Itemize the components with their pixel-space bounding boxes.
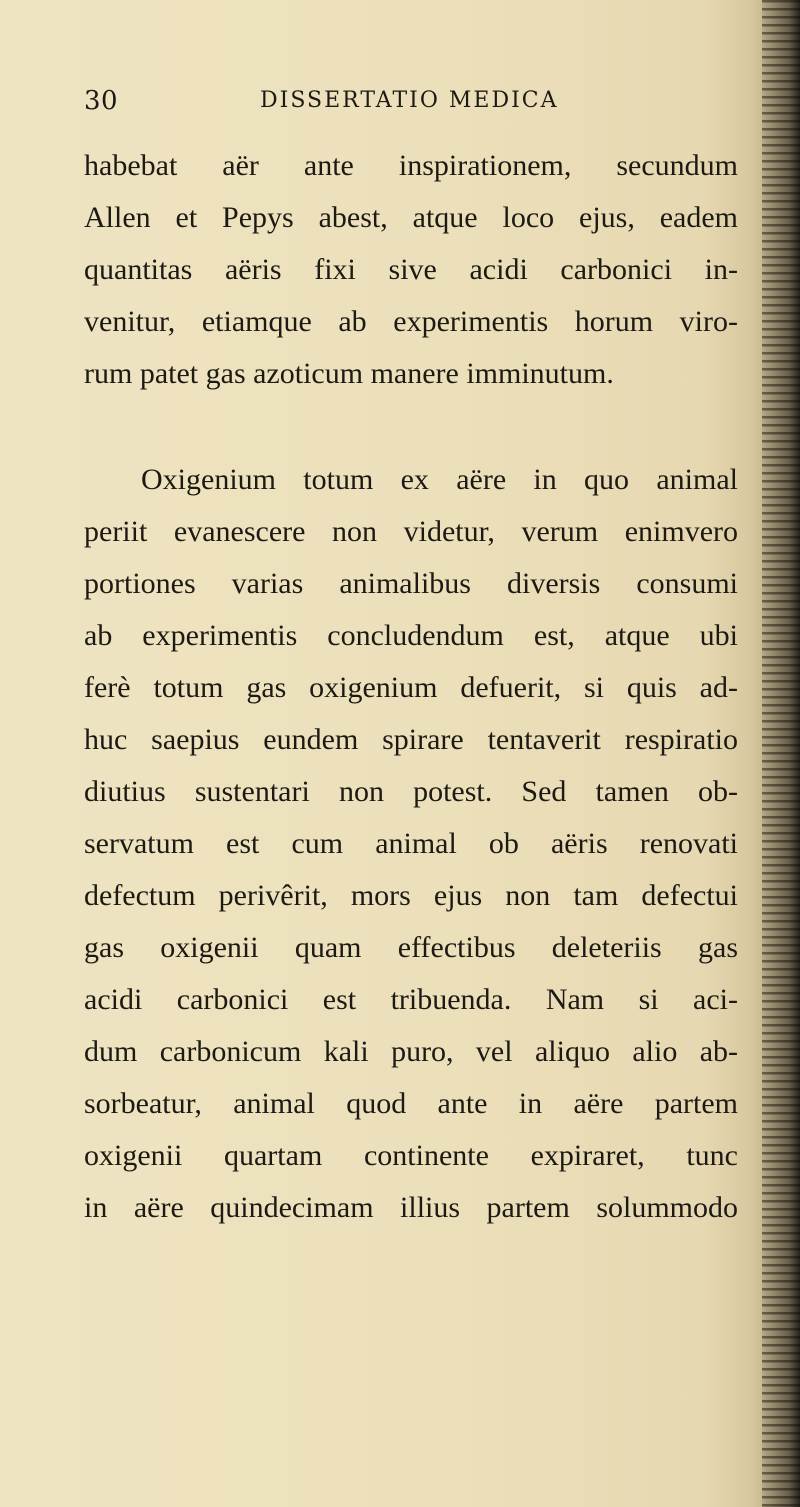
text-line: in aëre quindecimam illius partem solummodo <box>84 1191 738 1224</box>
page-number: 30 <box>84 86 119 116</box>
text-line: ab experimentis concludendum est, atque ubi <box>84 619 738 652</box>
text-line: gas oxigenii quam effectibus deleteriis gas <box>84 931 738 964</box>
text-line: diutius sustentari non potest. Sed tamen ob- <box>84 775 738 808</box>
text-line: portiones varias animalibus diversis consumi <box>84 567 738 600</box>
body-text <box>84 140 738 1234</box>
text-line: defectum perivêrit, mors ejus non tam defectui <box>84 879 738 912</box>
text-line: ferè totum gas oxigenium defuerit, si quis ad- <box>84 671 738 704</box>
text-line: quantitas aëris fixi sive acidi carbonici in- <box>84 253 738 286</box>
header-title: DISSERTATIO MEDICA <box>260 88 559 113</box>
running-head <box>84 86 646 128</box>
text-line: habebat aër ante inspirationem, secundum <box>84 149 738 182</box>
text-line: periit evanescere non videtur, verum enimvero <box>84 515 738 548</box>
text-line: oxigenii quartam continente expiraret, tunc <box>84 1139 738 1172</box>
text-line: huc saepius eundem spirare tentaverit respiratio <box>84 723 738 756</box>
page-binding-edge <box>762 0 800 1507</box>
text-line: servatum est cum animal ob aëris renovati <box>84 827 738 860</box>
paragraph-gap <box>84 400 738 454</box>
text-line: venitur, etiamque ab experimentis horum viro- <box>84 305 738 338</box>
paragraph-2 <box>84 454 738 1234</box>
text-line: Allen et Pepys abest, atque loco ejus, eadem <box>84 201 738 234</box>
text-line: Oxigenium totum ex aëre in quo animal <box>141 463 738 496</box>
paragraph-1 <box>84 140 738 400</box>
text-line: sorbeatur, animal quod ante in aëre partem <box>84 1087 738 1120</box>
text-line: rum patet gas azoticum manere imminutum. <box>84 357 614 390</box>
text-line: dum carbonicum kali puro, vel aliquo alio ab- <box>84 1035 738 1068</box>
text-line: acidi carbonici est tribuenda. Nam si aci- <box>84 983 738 1016</box>
